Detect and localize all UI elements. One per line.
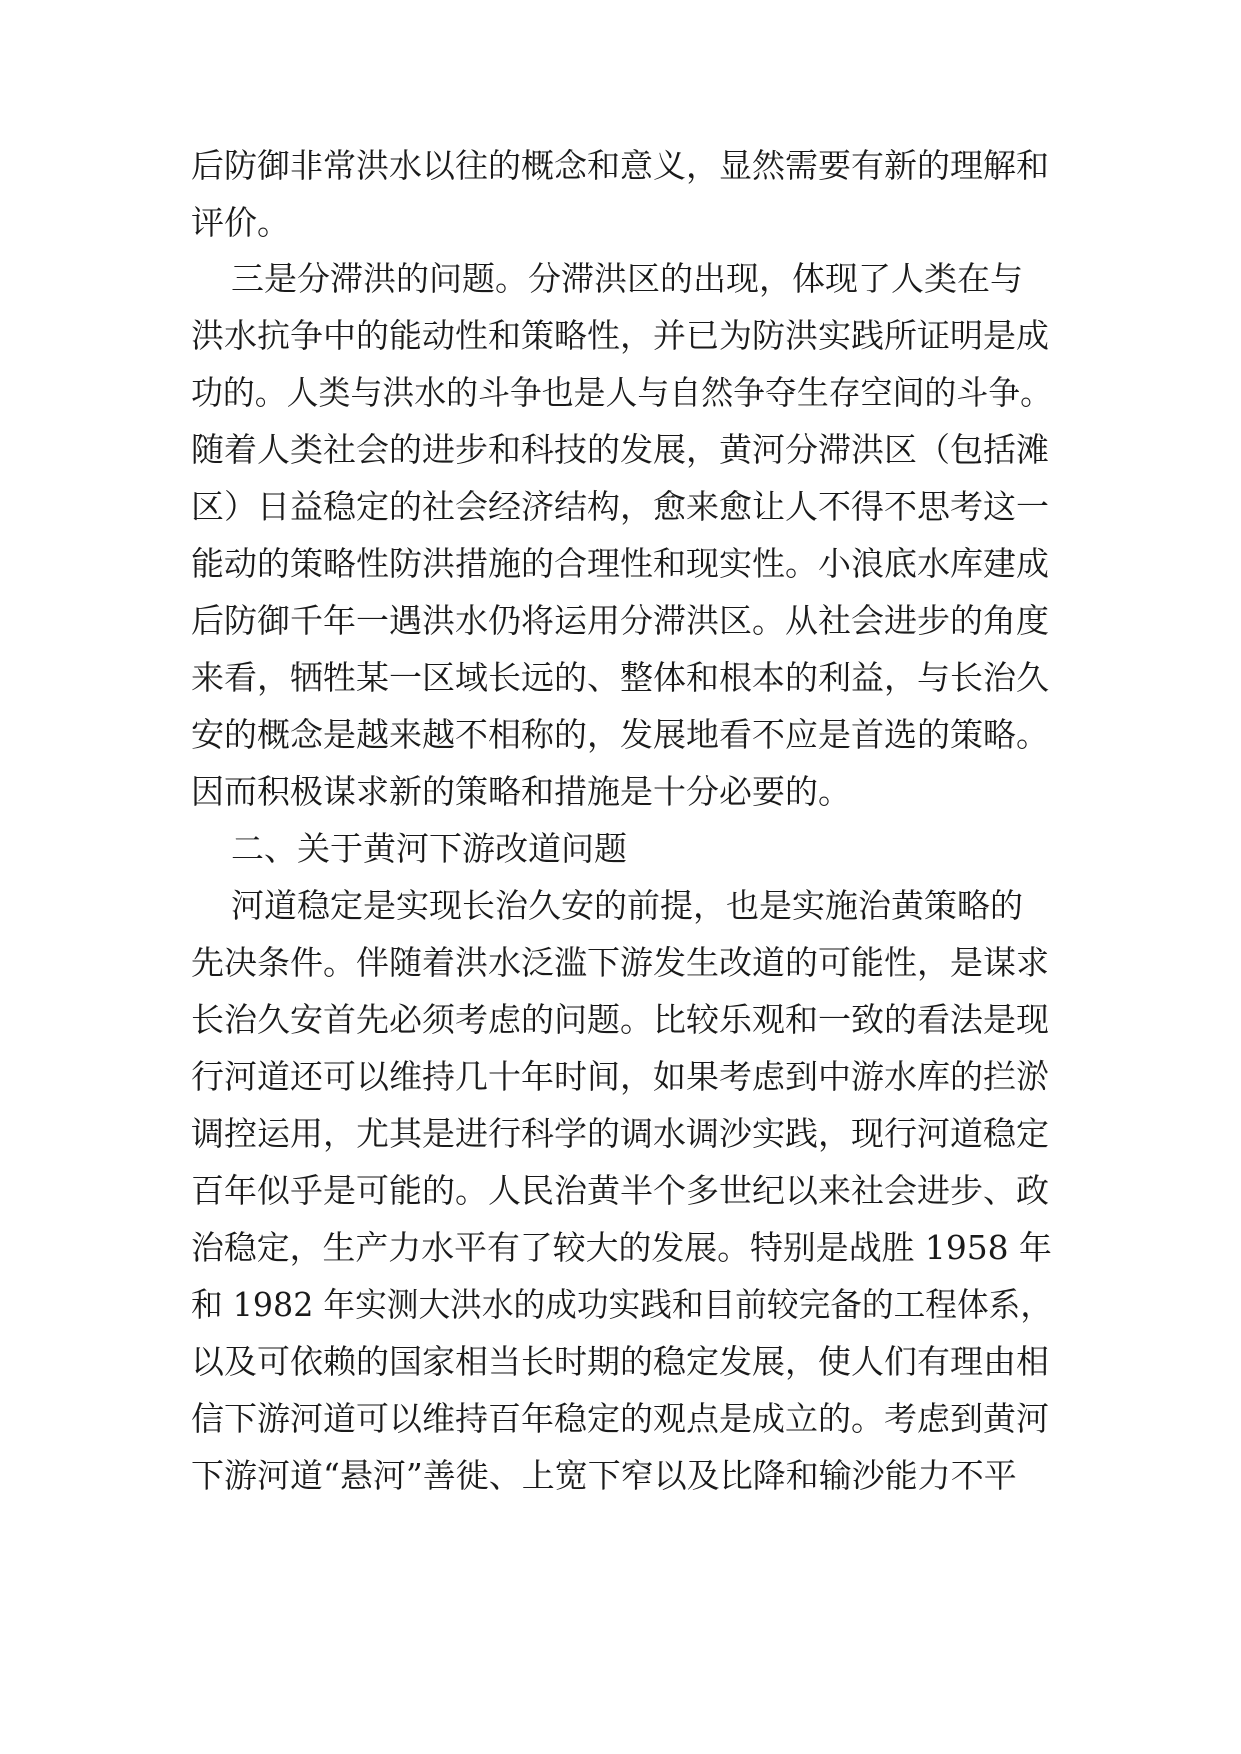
- text-line: 洪水抗争中的能动性和策略性，并已为防洪实践所证明是成: [191, 316, 1049, 355]
- text-line: 行河道还可以维持几十年时间，如果考虑到中游水库的拦淤: [191, 1057, 1049, 1096]
- text-line: 长治久安首先必须考虑的问题。比较乐观和一致的看法是现: [191, 1000, 1049, 1039]
- text-line: 百年似乎是可能的。人民治黄半个多世纪以来社会进步、政: [191, 1171, 1049, 1210]
- text-line: 信下游河道可以维持百年稳定的观点是成立的。考虑到黄河: [191, 1399, 1049, 1438]
- text-line: 三是分滞洪的问题。分滞洪区的出现，体现了人类在与: [231, 259, 1023, 298]
- text-line: 评价。: [191, 203, 290, 242]
- text-line: 以及可依赖的国家相当长时期的稳定发展，使人们有理由相: [191, 1342, 1049, 1381]
- text-line: 后防御非常洪水以往的概念和意义，显然需要有新的理解和: [191, 146, 1049, 185]
- text-line: 安的概念是越来越不相称的，发展地看不应是首选的策略。: [191, 715, 1049, 754]
- text-line: 能动的策略性防洪措施的合理性和现实性。小浪底水库建成: [191, 544, 1049, 583]
- text-line: 治稳定，生产力水平有了较大的发展。特别是战胜 1958 年: [191, 1228, 1052, 1267]
- text-line: 区）日益稳定的社会经济结构，愈来愈让人不得不思考这一: [191, 487, 1049, 526]
- text-line: 和 1982 年实测大洪水的成功实践和目前较完备的工程体系，: [191, 1285, 1053, 1324]
- text-line: 调控运用，尤其是进行科学的调水调沙实践，现行河道稳定: [191, 1114, 1049, 1153]
- text-line: 后防御千年一遇洪水仍将运用分滞洪区。从社会进步的角度: [191, 601, 1049, 640]
- text-line: 因而积极谋求新的策略和措施是十分必要的。: [191, 772, 851, 811]
- text-line: 功的。人类与洪水的斗争也是人与自然争夺生存空间的斗争。: [191, 373, 1052, 412]
- text-line: 河道稳定是实现长治久安的前提，也是实施治黄策略的: [231, 886, 1023, 925]
- section-heading: 二、关于黄河下游改道问题: [231, 829, 627, 868]
- text-line: 来看，牺牲某一区域长远的、整体和根本的利益，与长治久: [191, 658, 1049, 697]
- text-line: 下游河道“悬河”善徙、上宽下窄以及比降和输沙能力不平: [191, 1456, 1017, 1495]
- text-line: 随着人类社会的进步和科技的发展，黄河分滞洪区（包括滩: [191, 430, 1049, 469]
- text-line: 先决条件。伴随着洪水泛滥下游发生改道的可能性，是谋求: [191, 943, 1049, 982]
